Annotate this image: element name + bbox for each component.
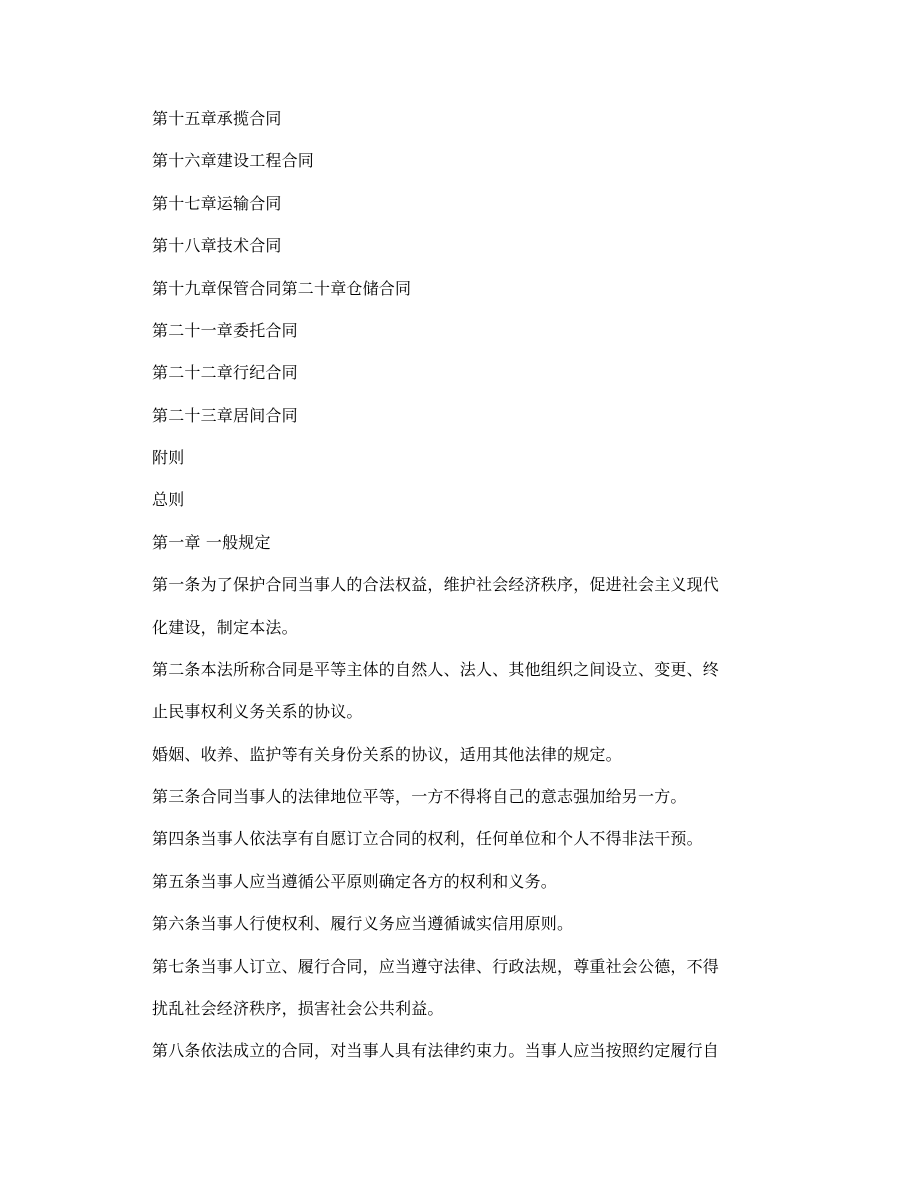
toc-entry-chapter-19-20: 第十九章保管合同第二十章仓储合同	[152, 278, 412, 298]
article-7-line-2: 扰乱社会经济秩序，损害社会公共利益。	[152, 998, 444, 1018]
toc-entry-chapter-22: 第二十二章行纪合同	[152, 363, 298, 383]
article-7-line-1: 第七条当事人订立、履行合同，应当遵守法律、行政法规，尊重社会公德，不得	[152, 956, 720, 976]
document-body	[152, 108, 752, 1083]
article-2-paragraph-2: 婚姻、收养、监护等有关身份关系的协议，适用其他法律的规定。	[152, 744, 622, 764]
article-3: 第三条合同当事人的法律地位平等，一方不得将自己的意志强加给另一方。	[152, 787, 687, 806]
article-5: 第五条当事人应当遵循公平原则确定各方的权利和义务。	[152, 871, 558, 891]
toc-entry-chapter-16: 第十六章建设工程合同	[152, 151, 315, 171]
article-4: 第四条当事人依法享有自愿订立合同的权利，任何单位和个人不得非法干预。	[152, 829, 703, 849]
article-2-line-1: 第二条本法所称合同是平等主体的自然人、法人、其他组织之间设立、变更、终	[152, 659, 720, 679]
toc-entry-chapter-23: 第二十三章居间合同	[152, 405, 298, 425]
article-6: 第六条当事人行使权利、履行义务应当遵循诚实信用原则。	[152, 914, 574, 934]
chapter-heading-1: 第一章 一般规定	[152, 532, 271, 552]
toc-entry-appendix: 附则	[152, 448, 185, 467]
toc-entry-chapter-18: 第十八章技术合同	[152, 236, 282, 256]
article-2-line-2: 止民事权利义务关系的协议。	[152, 702, 363, 722]
article-1-line-1: 第一条为了保护合同当事人的合法权益，维护社会经济秩序，促进社会主义现代	[152, 575, 720, 595]
toc-entry-chapter-21: 第二十一章委托合同	[152, 320, 298, 340]
article-1-line-2: 化建设，制定本法。	[152, 617, 298, 637]
toc-entry-chapter-17: 第十七章运输合同	[152, 193, 282, 213]
section-heading-general: 总则	[152, 490, 185, 510]
toc-entry-chapter-15: 第十五章承揽合同	[152, 109, 282, 128]
article-8-line-1: 第八条依法成立的合同，对当事人具有法律约束力。当事人应当按照约定履行自	[152, 1041, 720, 1061]
